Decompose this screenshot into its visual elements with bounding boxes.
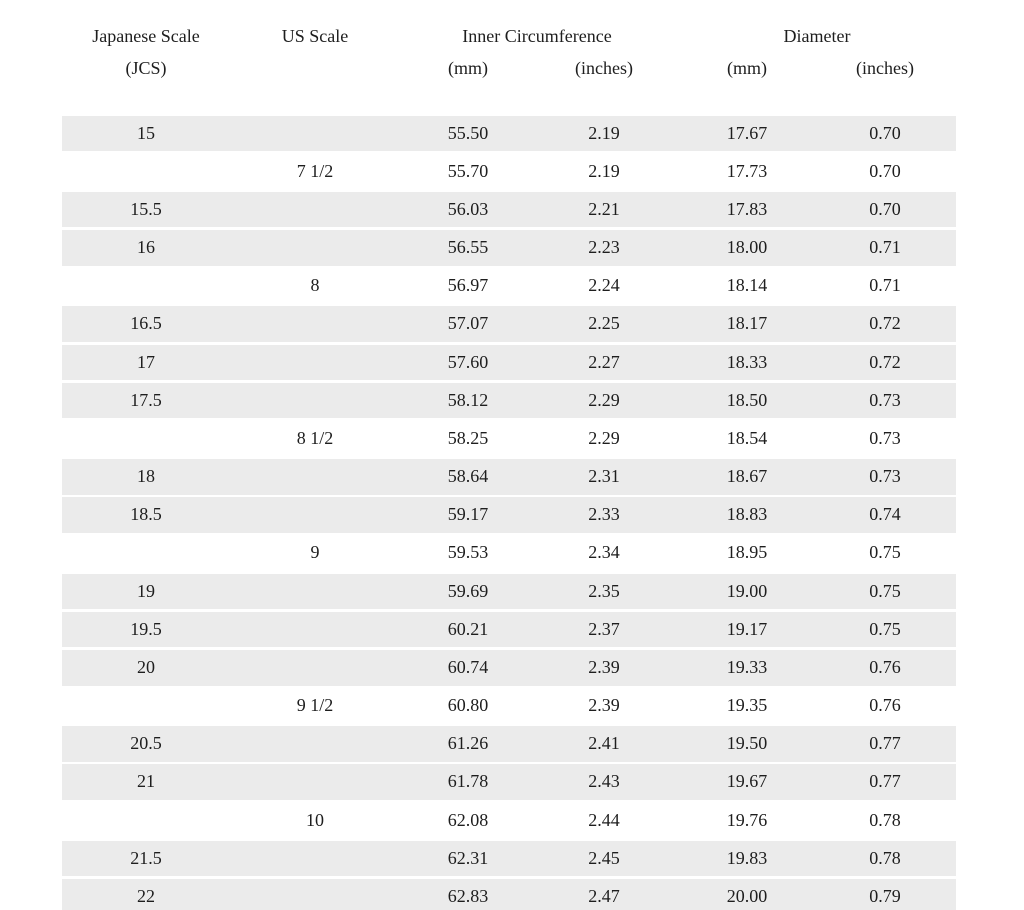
cell-inner-circumference-mm: 56.03 — [447, 198, 489, 219]
cell-inner-circumference-mm: 61.78 — [447, 771, 489, 792]
cell-inner-circumference-mm: 62.83 — [447, 885, 489, 906]
cell-inner-circumference-mm: 57.60 — [447, 351, 489, 372]
cell-diameter-mm: 18.00 — [726, 237, 768, 258]
cell-us-scale: 10 — [306, 809, 324, 830]
cell-japanese-scale: 17 — [137, 351, 155, 372]
cell-japanese-scale: 19.5 — [130, 618, 162, 639]
header-d-inches-unit: (inches) — [856, 58, 914, 78]
cell-inner-circumference-mm: 55.70 — [447, 160, 489, 181]
cell-japanese-scale: 16.5 — [130, 313, 162, 334]
table-row — [0, 383, 1024, 421]
cell-diameter-mm: 18.67 — [726, 466, 768, 487]
cell-us-scale — [245, 574, 385, 610]
cell-inner-circumference-inches: 2.29 — [588, 427, 620, 448]
header-ic-inches-unit: (inches) — [575, 58, 633, 78]
cell-japanese-scale: 20 — [137, 656, 155, 677]
cell-diameter-inches: 0.70 — [869, 122, 901, 143]
cell-inner-circumference-mm: 60.21 — [447, 618, 489, 639]
cell-diameter-inches: 0.77 — [869, 733, 901, 754]
cell-diameter-inches: 0.72 — [869, 351, 901, 372]
cell-diameter-inches: 0.70 — [869, 160, 901, 181]
cell-inner-circumference-inches: 2.24 — [588, 275, 620, 296]
cell-diameter-mm: 19.76 — [726, 809, 768, 830]
cell-inner-circumference-mm: 62.31 — [447, 847, 489, 868]
cell-us-scale — [245, 612, 385, 648]
cell-us-scale: 9 1/2 — [296, 695, 334, 716]
cell-us-scale — [245, 726, 385, 762]
cell-diameter-inches: 0.75 — [869, 580, 901, 601]
cell-diameter-mm: 18.83 — [726, 504, 768, 525]
table-row — [0, 650, 1024, 688]
cell-japanese-scale: 18 — [137, 466, 155, 487]
cell-inner-circumference-inches: 2.19 — [588, 160, 620, 181]
cell-diameter-mm: 19.50 — [726, 733, 768, 754]
cell-diameter-mm: 18.14 — [726, 275, 768, 296]
cell-japanese-scale: 15 — [137, 122, 155, 143]
table-row — [0, 879, 1024, 910]
cell-diameter-inches: 0.78 — [869, 809, 901, 830]
cell-inner-circumference-mm: 60.74 — [447, 656, 489, 677]
cell-inner-circumference-inches: 2.47 — [588, 885, 620, 906]
cell-diameter-inches: 0.73 — [869, 466, 901, 487]
cell-inner-circumference-mm: 59.69 — [447, 580, 489, 601]
cell-diameter-inches: 0.79 — [869, 885, 901, 906]
cell-inner-circumference-mm: 61.26 — [447, 733, 489, 754]
cell-inner-circumference-inches: 2.19 — [588, 122, 620, 143]
header-inner-circumference: Inner Circumference — [462, 26, 612, 46]
cell-inner-circumference-inches: 2.31 — [588, 466, 620, 487]
cell-diameter-mm: 19.83 — [726, 847, 768, 868]
table-row — [0, 154, 1024, 192]
cell-japanese-scale — [76, 421, 216, 457]
cell-diameter-inches: 0.70 — [869, 198, 901, 219]
cell-us-scale — [245, 230, 385, 266]
cell-diameter-inches: 0.71 — [869, 275, 901, 296]
table-row — [0, 726, 1024, 764]
cell-inner-circumference-inches: 2.39 — [588, 695, 620, 716]
cell-inner-circumference-inches: 2.35 — [588, 580, 620, 601]
cell-japanese-scale — [76, 535, 216, 571]
cell-diameter-mm: 17.83 — [726, 198, 768, 219]
table-row — [0, 841, 1024, 879]
table-row — [0, 459, 1024, 497]
cell-inner-circumference-mm: 58.64 — [447, 466, 489, 487]
cell-inner-circumference-inches: 2.39 — [588, 656, 620, 677]
header-jcs-abbreviation: (JCS) — [125, 58, 167, 78]
cell-diameter-mm: 19.67 — [726, 771, 768, 792]
table-row — [0, 764, 1024, 802]
cell-us-scale — [245, 192, 385, 228]
table-row — [0, 116, 1024, 154]
cell-japanese-scale — [76, 688, 216, 724]
cell-diameter-mm: 19.00 — [726, 580, 768, 601]
cell-japanese-scale: 17.5 — [130, 389, 162, 410]
table-row — [0, 612, 1024, 650]
cell-diameter-mm: 19.35 — [726, 695, 768, 716]
cell-diameter-mm: 18.54 — [726, 427, 768, 448]
cell-inner-circumference-mm: 58.25 — [447, 427, 489, 448]
cell-diameter-inches: 0.77 — [869, 771, 901, 792]
cell-japanese-scale — [76, 154, 216, 190]
cell-inner-circumference-inches: 2.45 — [588, 847, 620, 868]
cell-inner-circumference-mm: 60.80 — [447, 695, 489, 716]
table-row — [0, 268, 1024, 306]
cell-inner-circumference-inches: 2.37 — [588, 618, 620, 639]
cell-japanese-scale: 18.5 — [130, 504, 162, 525]
cell-diameter-mm: 20.00 — [726, 885, 768, 906]
cell-us-scale: 7 1/2 — [296, 160, 334, 181]
header-d-mm-unit: (mm) — [727, 58, 767, 78]
cell-diameter-inches: 0.72 — [869, 313, 901, 334]
cell-diameter-mm: 18.95 — [726, 542, 768, 563]
cell-us-scale — [245, 345, 385, 381]
cell-diameter-inches: 0.78 — [869, 847, 901, 868]
cell-us-scale — [245, 841, 385, 877]
cell-diameter-mm: 17.73 — [726, 160, 768, 181]
cell-japanese-scale: 22 — [137, 885, 155, 906]
cell-inner-circumference-inches: 2.29 — [588, 389, 620, 410]
table-row — [0, 497, 1024, 535]
cell-japanese-scale: 19 — [137, 580, 155, 601]
cell-us-scale — [245, 306, 385, 342]
cell-us-scale — [245, 650, 385, 686]
cell-inner-circumference-mm: 58.12 — [447, 389, 489, 410]
cell-us-scale: 9 — [310, 542, 320, 563]
cell-us-scale — [245, 383, 385, 419]
cell-diameter-inches: 0.74 — [869, 504, 901, 525]
cell-inner-circumference-mm: 56.97 — [447, 275, 489, 296]
table-row — [0, 803, 1024, 841]
cell-diameter-mm: 19.33 — [726, 656, 768, 677]
cell-inner-circumference-mm: 59.17 — [447, 504, 489, 525]
cell-us-scale — [245, 879, 385, 910]
cell-inner-circumference-mm: 55.50 — [447, 122, 489, 143]
table-row — [0, 574, 1024, 612]
cell-diameter-inches: 0.75 — [869, 618, 901, 639]
cell-inner-circumference-mm: 59.53 — [447, 542, 489, 563]
header-ic-mm-unit: (mm) — [448, 58, 488, 78]
cell-inner-circumference-mm: 57.07 — [447, 313, 489, 334]
cell-inner-circumference-inches: 2.33 — [588, 504, 620, 525]
cell-us-scale — [245, 497, 385, 533]
cell-inner-circumference-inches: 2.34 — [588, 542, 620, 563]
cell-diameter-inches: 0.75 — [869, 542, 901, 563]
cell-diameter-mm: 18.50 — [726, 389, 768, 410]
table-row — [0, 421, 1024, 459]
cell-inner-circumference-inches: 2.43 — [588, 771, 620, 792]
cell-japanese-scale: 21 — [137, 771, 155, 792]
cell-diameter-inches: 0.73 — [869, 427, 901, 448]
cell-us-scale: 8 1/2 — [296, 427, 334, 448]
cell-us-scale — [245, 459, 385, 495]
header-japanese-scale: Japanese Scale — [92, 26, 200, 46]
cell-diameter-mm: 18.17 — [726, 313, 768, 334]
table-row — [0, 306, 1024, 344]
cell-diameter-mm: 18.33 — [726, 351, 768, 372]
table-row — [0, 192, 1024, 230]
table-row — [0, 688, 1024, 726]
cell-inner-circumference-inches: 2.27 — [588, 351, 620, 372]
cell-us-scale: 8 — [310, 275, 320, 296]
table-row — [0, 345, 1024, 383]
cell-japanese-scale: 20.5 — [130, 733, 162, 754]
cell-inner-circumference-mm: 62.08 — [447, 809, 489, 830]
cell-japanese-scale — [76, 268, 216, 304]
table-row — [0, 535, 1024, 573]
cell-us-scale — [245, 116, 385, 152]
cell-japanese-scale: 15.5 — [130, 198, 162, 219]
cell-inner-circumference-inches: 2.25 — [588, 313, 620, 334]
header-us-scale: US Scale — [281, 26, 349, 46]
table-row — [0, 230, 1024, 268]
cell-diameter-inches: 0.76 — [869, 656, 901, 677]
cell-us-scale — [245, 764, 385, 800]
cell-japanese-scale: 16 — [137, 237, 155, 258]
cell-diameter-mm: 17.67 — [726, 122, 768, 143]
cell-inner-circumference-inches: 2.41 — [588, 733, 620, 754]
cell-japanese-scale: 21.5 — [130, 847, 162, 868]
cell-inner-circumference-mm: 56.55 — [447, 237, 489, 258]
cell-diameter-inches: 0.73 — [869, 389, 901, 410]
cell-diameter-inches: 0.76 — [869, 695, 901, 716]
header-diameter: Diameter — [783, 26, 851, 46]
table-body — [0, 116, 1024, 910]
cell-diameter-mm: 19.17 — [726, 618, 768, 639]
cell-japanese-scale — [76, 803, 216, 839]
cell-inner-circumference-inches: 2.44 — [588, 809, 620, 830]
cell-inner-circumference-inches: 2.23 — [588, 237, 620, 258]
cell-diameter-inches: 0.71 — [869, 237, 901, 258]
cell-inner-circumference-inches: 2.21 — [588, 198, 620, 219]
